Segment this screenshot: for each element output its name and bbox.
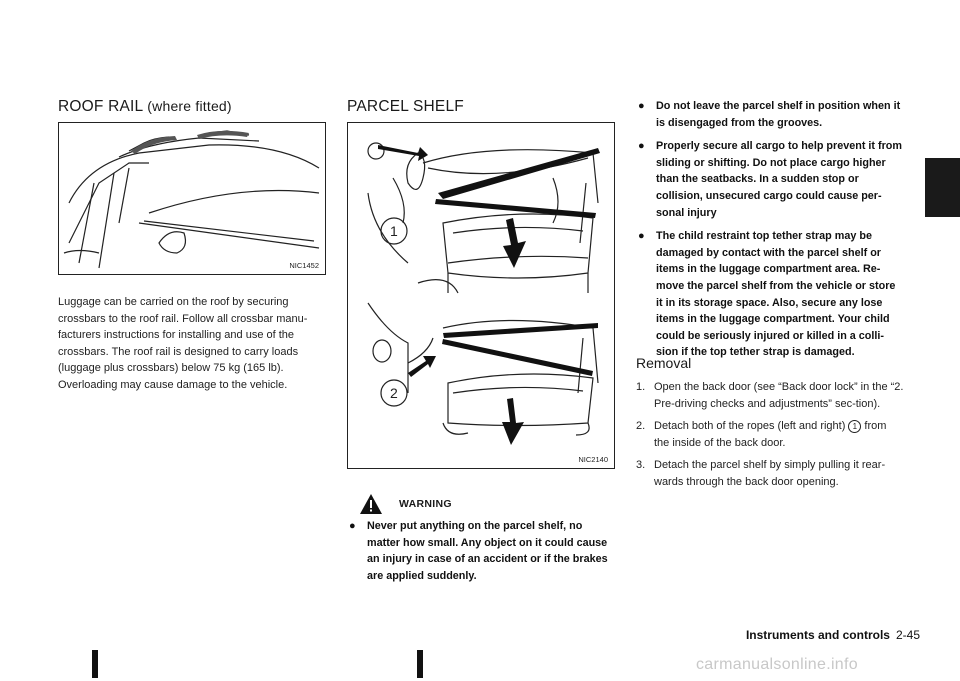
parcel-shelf-illustration (348, 123, 614, 468)
figure-id-label: NIC1452 (289, 261, 319, 270)
crop-mark (92, 650, 98, 678)
bullet-icon: ● (349, 520, 356, 532)
bullet-icon: ● (638, 140, 645, 153)
watermark: carmanualsonline.info (696, 656, 858, 673)
warning-label: WARNING (399, 498, 452, 510)
parcel-shelf-figure (347, 122, 615, 469)
list-item: 1. Open the back door (see “Back door lock” in the “2. Pre-driving checks and adjustments” sec-tion). (636, 381, 904, 410)
warning-triangle-icon (359, 493, 383, 515)
callout-ref-1: 1 (848, 420, 861, 433)
section-heading-parcel-shelf: PARCEL SHELF (347, 98, 464, 115)
callout-2: 2 (390, 385, 398, 401)
page-number: 2-45 (895, 628, 920, 642)
crop-mark (417, 650, 423, 678)
warning-bullet-list (347, 518, 615, 584)
page-footer (715, 628, 920, 642)
chapter-tab (925, 158, 960, 217)
callout-1: 1 (390, 223, 398, 239)
roof-rail-figure (58, 122, 326, 275)
list-item: ● Never put anything on the parcel shelf, no matter how small. Any object on it could cause an injury in case of an accident or if the brakes are applied suddenly. (349, 520, 608, 582)
section-heading-roof-rail: ROOF RAIL (where fitted) (58, 98, 232, 115)
list-item: ● Do not leave the parcel shelf in position when it is disengaged from the grooves. (638, 100, 901, 129)
subsection-heading-removal: Removal (636, 355, 692, 371)
warning-bullet-list-continued (636, 98, 904, 368)
bullet-icon: ● (638, 100, 645, 112)
list-item: ● The child restraint top tether strap may be damaged by contact with the parcel shelf or items in the luggage compartment area. Re-move the parcel shelf from the vehicle or store it in its storage space. Also, secure any lose items in the luggage compartment. Your child could be seriously injured or killed in a colli-sion if the top tether strap is damaged. (638, 230, 896, 359)
warning-header (347, 493, 615, 517)
roof-rail-paragraph: Luggage can be carried on the roof by securing crossbars to the roof rail. Follow all crossbar manu-facturers instructions for installing and use of the crossbars. The roof rail is designed to carry loads (luggage plus crossbars) below 75 kg (165 lb). Overloading may cause damage to the vehicle. (58, 296, 308, 391)
list-item: 3. Detach the parcel shelf by simply pulling it rear-wards through the back door opening. (636, 459, 886, 488)
removal-steps (636, 379, 904, 497)
roof-rail-illustration (59, 123, 325, 274)
list-item: ● Properly secure all cargo to help prevent it from sliding or shifting. Do not place cargo higher than the seatbacks. In a sudden stop or collision, unsecured cargo could cause per-sonal injury (638, 140, 902, 219)
footer-section-title: Instruments and controls (745, 628, 890, 642)
list-item: 2. Detach both of the ropes (left and right) 1 from the inside of the back door. (636, 420, 887, 449)
bullet-icon: ● (638, 230, 645, 243)
figure-id-label: NIC2140 (578, 455, 608, 464)
